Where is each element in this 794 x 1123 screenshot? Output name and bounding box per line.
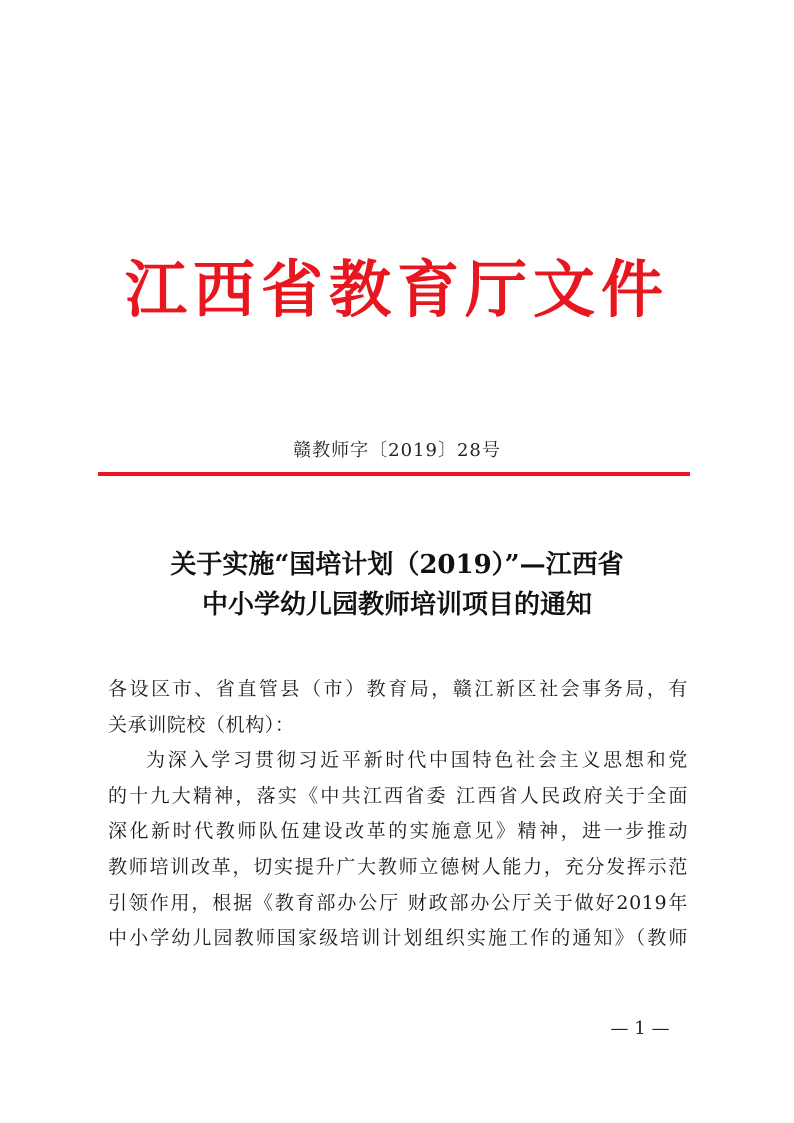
document-number: 赣教师字〔2019〕28号 bbox=[293, 440, 501, 461]
body-line-3: 为深入学习贯彻习近平新时代中国特色社会主义思想和党 bbox=[146, 749, 688, 772]
body-line-1: 各设区市、省直管县（市）教育局，赣江新区社会事务局，有 bbox=[108, 678, 688, 700]
body-line-6: 教师培训改革，切实提升广大教师立德树人能力，充分发挥示范 bbox=[108, 855, 688, 878]
document-title bbox=[60, 545, 734, 625]
body-line-7: 引领作用，根据《教育部办公厅 财政部办公厅关于做好2019年 bbox=[108, 891, 688, 914]
title-line-1: 关于实施“国培计划（2019）”—江西省 bbox=[170, 550, 624, 580]
issuer-title: 江西省教育厅文件 bbox=[124, 253, 669, 326]
body-line-8: 中小学幼儿园教师国家级培训计划组织实施工作的通知》（教师 bbox=[108, 927, 688, 950]
body-line-4: 的十九大精神，落实《中共江西省委 江西省人民政府关于全面 bbox=[108, 784, 688, 807]
body-line-5: 深化新时代教师队伍建设改革的实施意见》精神，进一步推动 bbox=[108, 820, 688, 843]
page-number: — 1 — bbox=[610, 1018, 670, 1039]
red-separator-rule bbox=[98, 472, 690, 476]
body-text bbox=[108, 672, 688, 957]
body-line-2: 关承训院校（机构）： bbox=[108, 713, 295, 736]
title-line-2: 中小学幼儿园教师培训项目的通知 bbox=[201, 590, 592, 620]
